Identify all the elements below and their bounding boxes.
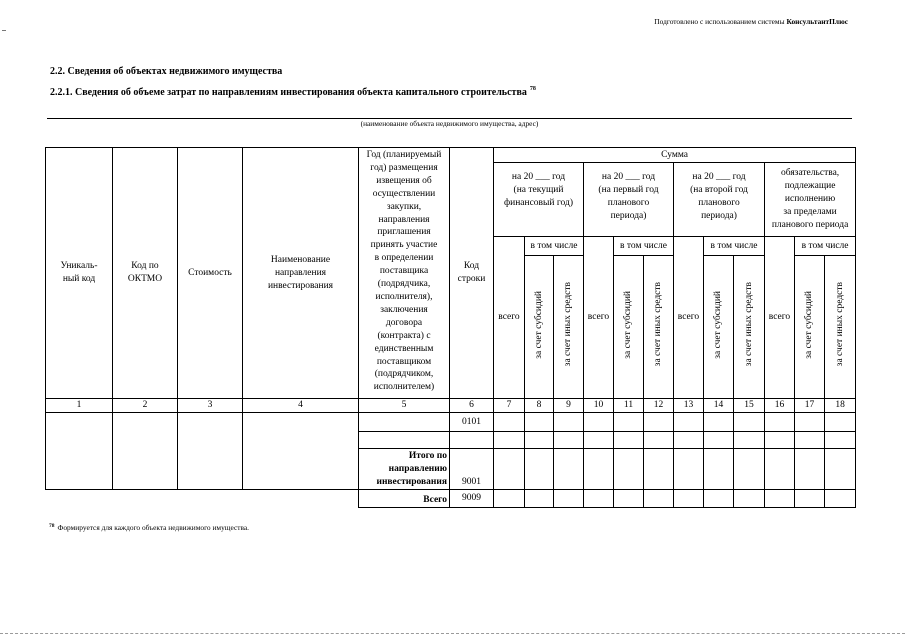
- amount-cell: [734, 490, 765, 508]
- amount-cell: [825, 432, 856, 449]
- header-other-funds-cell: [825, 256, 856, 399]
- unique-code-cell: [46, 413, 113, 490]
- amount-cell: [494, 449, 525, 490]
- amount-cell: [825, 449, 856, 490]
- column-number: 12: [644, 399, 674, 413]
- amount-cell: [765, 432, 795, 449]
- amount-cell: [525, 449, 554, 490]
- header-total: всего: [584, 237, 614, 399]
- direction-name-cell: [243, 413, 359, 490]
- header-procurement-year: Год (планируемый год) размещения извещения об осуществлении закупки, направления приглашения принять участие в определении поставщика (подрядчика, исполнителя), заключения договора (контракта) с единственным поставщиком (подрядчиком, исполнителем): [359, 148, 450, 399]
- amount-cell: [525, 413, 554, 432]
- header-note-prefix: Подготовлено с использованием системы: [654, 17, 785, 26]
- column-number: 16: [765, 399, 795, 413]
- amount-cell: [644, 449, 674, 490]
- header-subsidies: за счет субсидий: [713, 290, 723, 359]
- amount-cell: [825, 413, 856, 432]
- header-row: [46, 148, 856, 163]
- column-number: 15: [734, 399, 765, 413]
- header-period-current-year: на 20 ___ год (на текущий финансовый год): [494, 163, 584, 237]
- header-other-funds: за счет иных средств: [653, 282, 663, 367]
- amount-cell: [674, 432, 704, 449]
- header-other-funds: за счет иных средств: [563, 282, 573, 367]
- amount-cell: [644, 413, 674, 432]
- column-number: 18: [825, 399, 856, 413]
- amount-cell: [795, 432, 825, 449]
- header-total: всего: [765, 237, 795, 399]
- amount-cell: [795, 490, 825, 508]
- column-numbers-row: [46, 399, 856, 413]
- header-subsidies: за счет субсидий: [804, 290, 814, 359]
- column-number: 3: [178, 399, 243, 413]
- header-subsidies-cell: [795, 256, 825, 399]
- amount-cell: [704, 449, 734, 490]
- amount-cell: [674, 490, 704, 508]
- amount-cell: [614, 413, 644, 432]
- column-number: 8: [525, 399, 554, 413]
- header-sum: Сумма: [494, 148, 856, 163]
- amount-cell: [765, 449, 795, 490]
- amount-cell: [494, 432, 525, 449]
- investment-costs-table: [45, 147, 856, 508]
- amount-cell: [494, 413, 525, 432]
- header-unique-code: Уникаль- ный код: [46, 148, 113, 399]
- subsection-footnote-ref: 78: [529, 86, 536, 92]
- amount-cell: [614, 449, 644, 490]
- amount-cell: [795, 449, 825, 490]
- header-note-brand: КонсультантПлюс: [786, 17, 848, 26]
- amount-cell: [734, 449, 765, 490]
- table-row: [46, 413, 856, 432]
- oktmo-code-cell: [113, 413, 178, 490]
- header-other-funds-cell: [644, 256, 674, 399]
- amount-cell: [614, 432, 644, 449]
- amount-cell: [644, 432, 674, 449]
- column-number: 6: [450, 399, 494, 413]
- amount-cell: [584, 413, 614, 432]
- header-subsidies-cell: [614, 256, 644, 399]
- header-other-funds: за счет иных средств: [834, 282, 845, 367]
- subsection-title: [50, 83, 536, 99]
- amount-cell: [554, 490, 584, 508]
- column-number: 7: [494, 399, 525, 413]
- scan-edge-artifact: [0, 633, 905, 634]
- header-period-beyond-plan: обязательства, подлежащие исполнению за пределами планового периода: [765, 163, 856, 237]
- amount-cell: [674, 449, 704, 490]
- line-code-cell: 9001: [450, 449, 494, 490]
- amount-cell: [704, 432, 734, 449]
- header-other-funds-cell: [734, 256, 765, 399]
- amount-cell: [644, 490, 674, 508]
- header-note: [654, 17, 848, 27]
- subsection-title-text: 2.2.1. Сведения об объеме затрат по направлениям инвестирования объекта капитального строительства: [50, 87, 527, 98]
- header-subsidies-cell: [704, 256, 734, 399]
- amount-cell: [584, 432, 614, 449]
- object-name-caption: (наименование объекта недвижимого имущества, адрес): [360, 119, 539, 128]
- amount-cell: [795, 413, 825, 432]
- footnote: [49, 521, 249, 533]
- header-period-second-plan-year: на 20 ___ год (на второй год планового периода): [674, 163, 765, 237]
- column-number: 4: [243, 399, 359, 413]
- amount-cell: [525, 490, 554, 508]
- amount-cell: [704, 413, 734, 432]
- header-including: в том числе: [795, 237, 856, 256]
- amount-cell: [765, 490, 795, 508]
- footnote-text: Формируется для каждого объекта недвижимого имущества.: [57, 523, 249, 532]
- amount-cell: [734, 432, 765, 449]
- header-period-first-plan-year: на 20 ___ год (на первый год планового периода): [584, 163, 674, 237]
- line-code-cell: 9009: [450, 490, 494, 508]
- header-including: в том числе: [614, 237, 674, 256]
- header-line-code: Код строки: [450, 148, 494, 399]
- grand-total-row: [46, 490, 856, 508]
- blank-cell: [46, 490, 359, 508]
- amount-cell: [494, 490, 525, 508]
- footnote-ref: 78: [49, 523, 55, 529]
- column-number: 10: [584, 399, 614, 413]
- column-number: 1: [46, 399, 113, 413]
- header-including: в том числе: [704, 237, 765, 256]
- header-total: всего: [494, 237, 525, 399]
- column-number: 2: [113, 399, 178, 413]
- column-number: 17: [795, 399, 825, 413]
- header-cost: Стоимость: [178, 148, 243, 399]
- line-code-cell: [450, 432, 494, 449]
- section-title: 2.2. Сведения об объектах недвижимого имущества: [50, 66, 283, 77]
- amount-cell: [674, 413, 704, 432]
- header-other-funds: за счет иных средств: [743, 282, 754, 367]
- amount-cell: [614, 490, 644, 508]
- header-other-funds-cell: [554, 256, 584, 399]
- header-including: в том числе: [525, 237, 584, 256]
- amount-cell: [765, 413, 795, 432]
- amount-cell: [554, 432, 584, 449]
- scan-mark: [2, 30, 6, 31]
- amount-cell: [704, 490, 734, 508]
- amount-cell: [584, 490, 614, 508]
- grand-total-label: Всего: [359, 490, 450, 508]
- column-number: 11: [614, 399, 644, 413]
- line-code-cell: 0101: [450, 413, 494, 432]
- amount-cell: [584, 449, 614, 490]
- amount-cell: [554, 449, 584, 490]
- header-subsidies: за счет субсидий: [533, 290, 544, 359]
- header-direction-name: Наименование направления инвестирования: [243, 148, 359, 399]
- amount-cell: [525, 432, 554, 449]
- procurement-year-cell: [359, 432, 450, 449]
- header-oktmo-code: Код по ОКТМО: [113, 148, 178, 399]
- amount-cell: [734, 413, 765, 432]
- column-number: 14: [704, 399, 734, 413]
- cost-cell: [178, 413, 243, 490]
- amount-cell: [554, 413, 584, 432]
- column-number: 5: [359, 399, 450, 413]
- header-subsidies: за счет субсидий: [623, 290, 633, 359]
- amount-cell: [825, 490, 856, 508]
- header-subsidies-cell: [525, 256, 554, 399]
- procurement-year-cell: [359, 413, 450, 432]
- column-number: 9: [554, 399, 584, 413]
- column-number: 13: [674, 399, 704, 413]
- header-total: всего: [674, 237, 704, 399]
- direction-total-label: Итого по направлению инвестирования: [359, 449, 450, 490]
